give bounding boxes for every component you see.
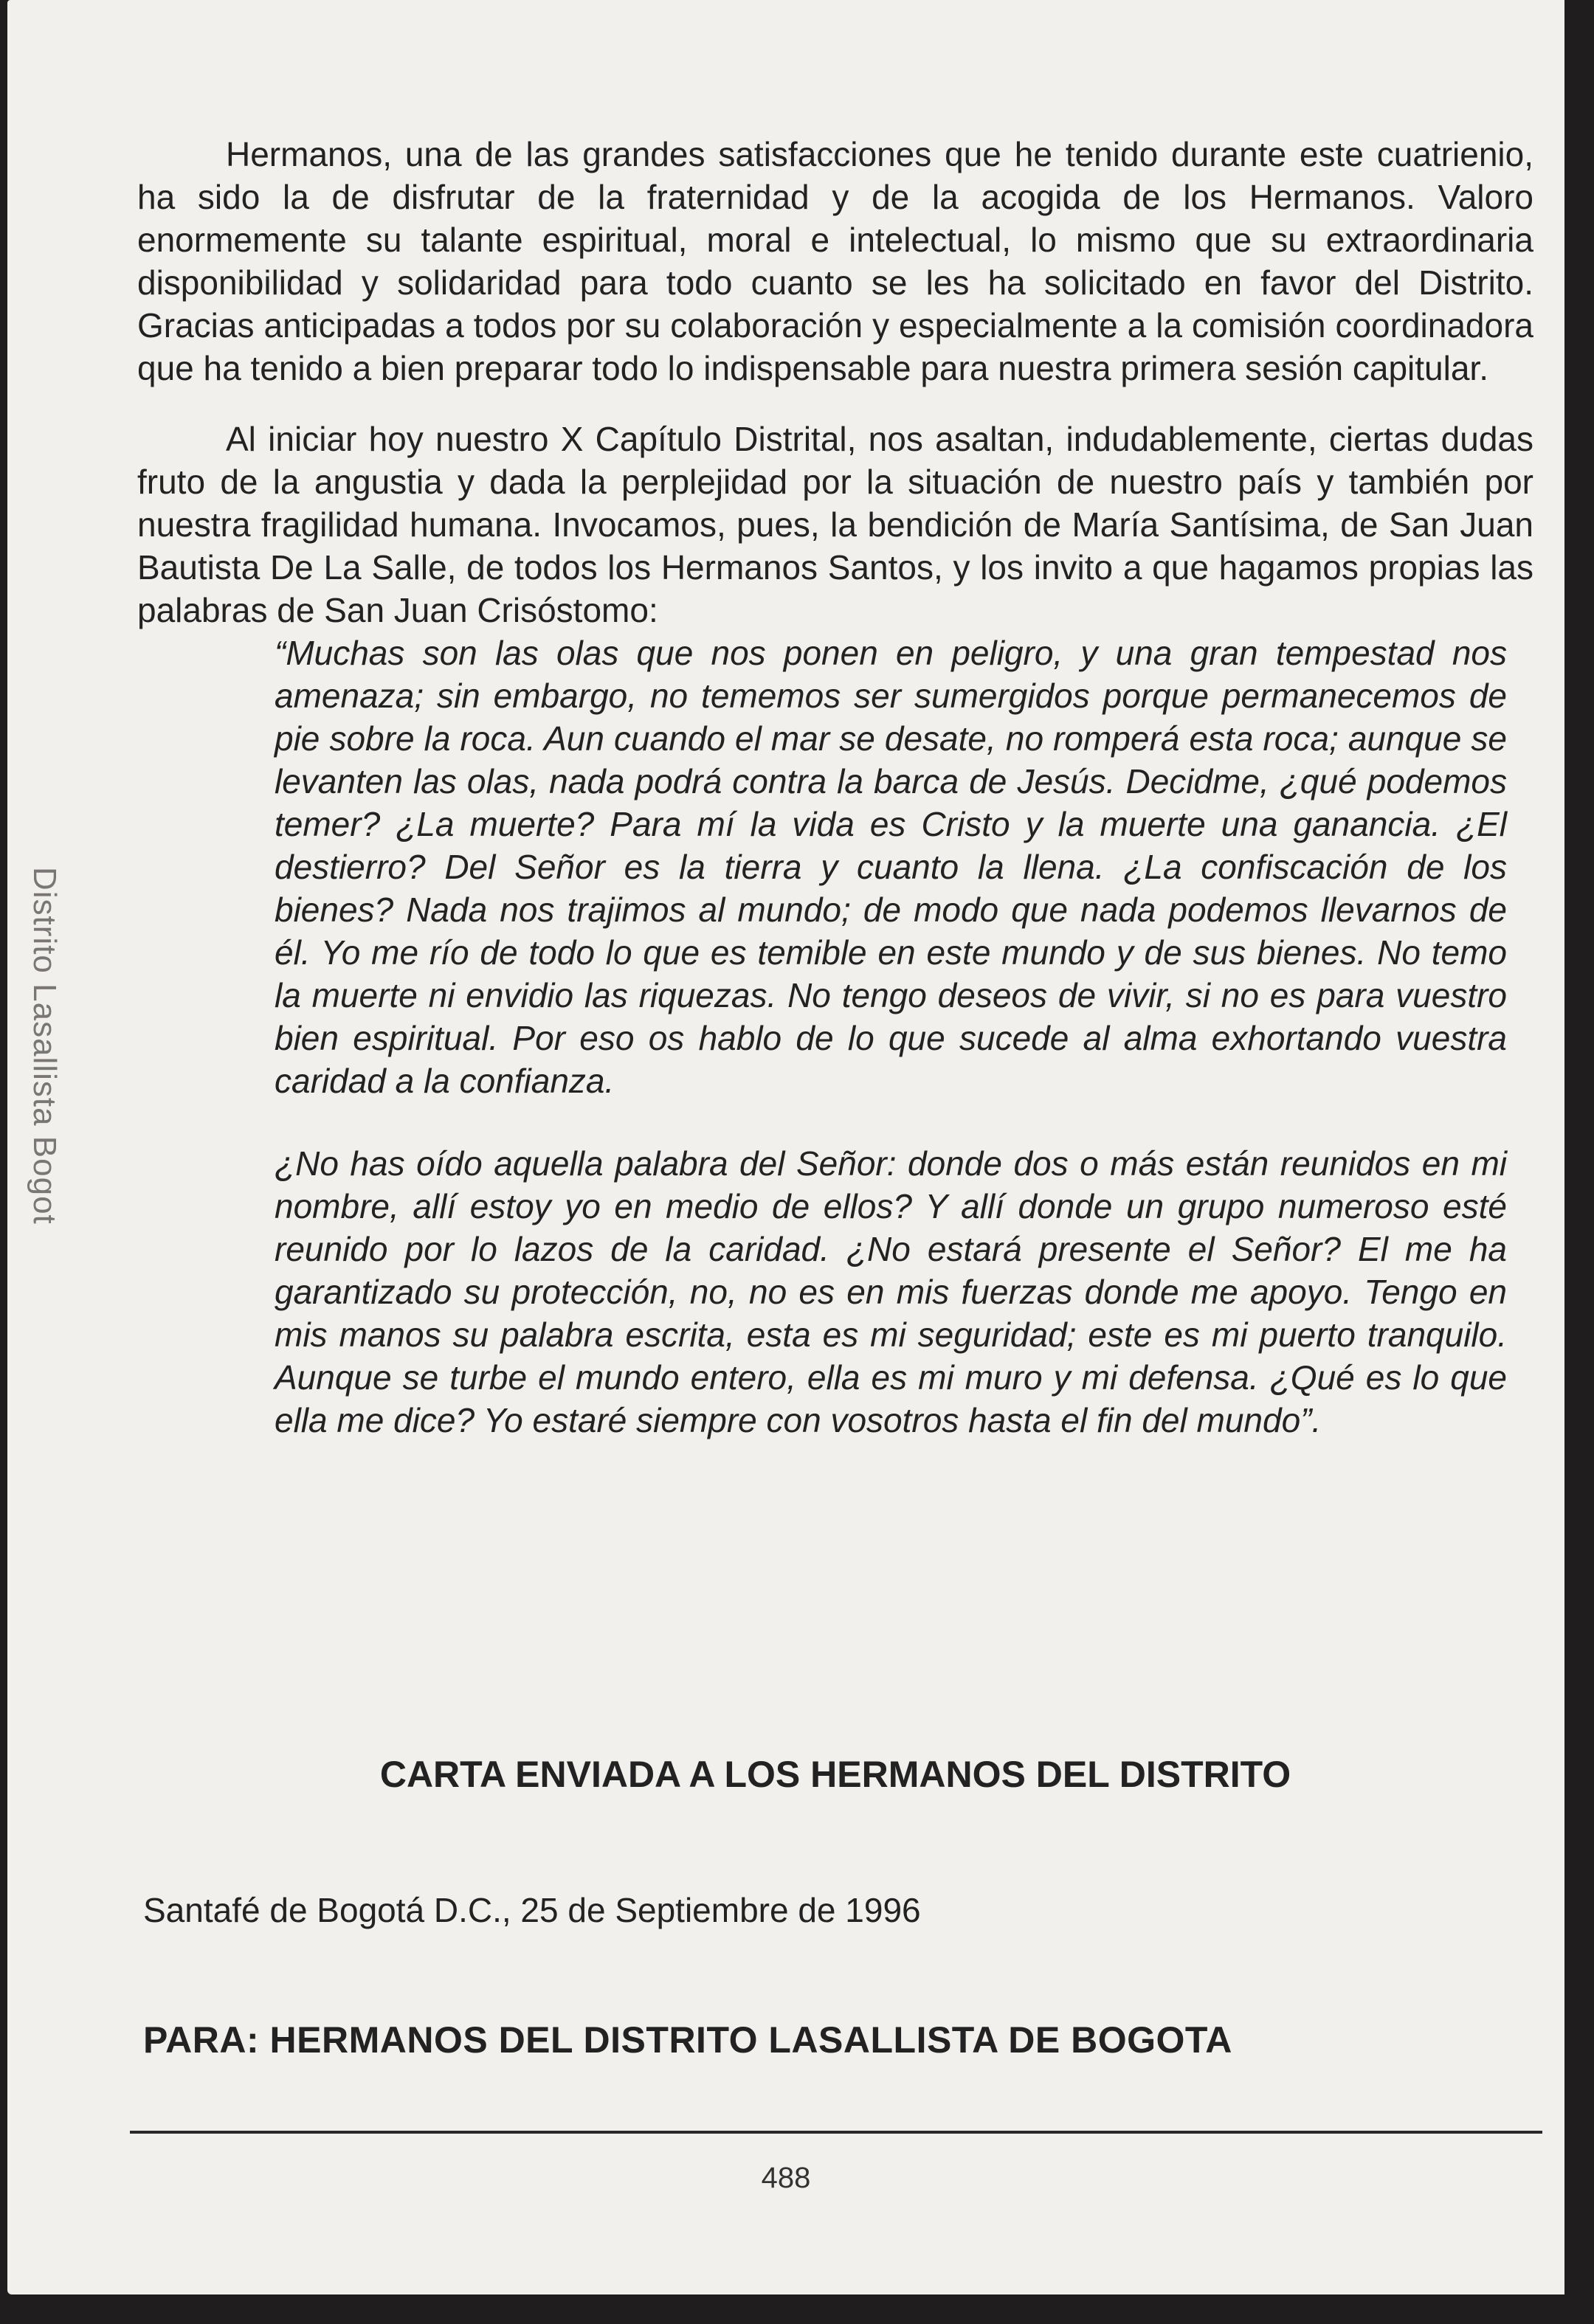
paragraph-chapter-opening: Al iniciar hoy nuestro X Capítulo Distrital, nos asaltan, indudablemente, ciertas dudas fruto de la angustia y dada la perplejidad por la situación de nuestro país y también por nuestra fragilidad humana. Invocamos, pues, la bendición de María Santísima, de San Juan Bautista De La Salle, de todos los Hermanos Santos, y los invito a que hagamos propias las palabras de San Juan Crisóstomo: [137, 420, 1533, 629]
footer-rule [130, 2131, 1542, 2134]
margin-running-text: Distrito Lasallista Bogot [27, 867, 63, 1225]
quote-crisostomo-part-1: “Muchas son las olas que nos ponen en peligro, y una gran tempestad nos amenaza; sin embargo, no tememos ser sumergidos porque permanecemos de pie sobre la roca. Aun cuando el mar se desate, no romperá esta roca; aunque se levanten las olas, nada podrá contra la barca de Jesús. Decidme, ¿qué podemos temer? ¿La muerte? Para mí la vida es Cristo y la muerte una ganancia. ¿El destierro? Del Señor es la tierra y cuanto la llena. ¿La confiscación de los bienes? Nada nos trajimos al mundo; de modo que nada podemos llevarnos de él. Yo me río de todo lo que es temible en este mundo y de sus bienes. No temo la muerte ni envidio las riquezas. No tengo deseos de vivir, si no es para vuestro bien espiritual. Por eso os hablo de lo que sucede al alma exhortando vuestra caridad a la confianza. [275, 634, 1507, 1100]
paragraph-gratitude: Hermanos, una de las grandes satisfacciones que he tenido durante este cuatrienio, ha sido la de disfrutar de la fraternidad y de la acogida de los Hermanos. Valoro enormemente su talante espiritual, moral e intelectual, lo mismo que su extraordinaria disponibilidad y solidaridad para todo cuanto se les ha solicitado en favor del Distrito. Gracias anticipadas a todos por su colaboración y especialmente a la comisión coordinadora que ha tenido a bien preparar todo lo indispensable para nuestra primera sesión capitular. [137, 135, 1533, 387]
page-body [137, 133, 1533, 2061]
book-page [7, 0, 1564, 2294]
quote-crisostomo-part-2: ¿No has oído aquella palabra del Señor: donde dos o más están reunidos en mi nombre, allí estoy yo en medio de ellos? Y allí donde un grupo numeroso esté reunido por lo lazos de la caridad. ¿No estará presente el Señor? El me ha garantizado su protección, no, no es en mis fuerzas donde me apoyo. Tengo en mis manos su palabra escrita, esta es mi seguridad; este es mi puerto tranquilo. Aunque se turbe el mundo entero, ella es mi muro y mi defensa. ¿Qué es lo que ella me dice? Yo estaré siempre con vosotros hasta el fin del mundo”. [275, 1144, 1507, 1439]
letter-recipients: PARA: HERMANOS DEL DISTRITO LASALLISTA DE BOGOTA [143, 2019, 1232, 2061]
letter-date: Santafé de Bogotá D.C., 25 de Septiembre de 1996 [143, 1891, 921, 1929]
letter-heading: CARTA ENVIADA A LOS HERMANOS DEL DISTRITO [379, 1754, 1291, 1795]
page-number: 488 [761, 2162, 811, 2194]
